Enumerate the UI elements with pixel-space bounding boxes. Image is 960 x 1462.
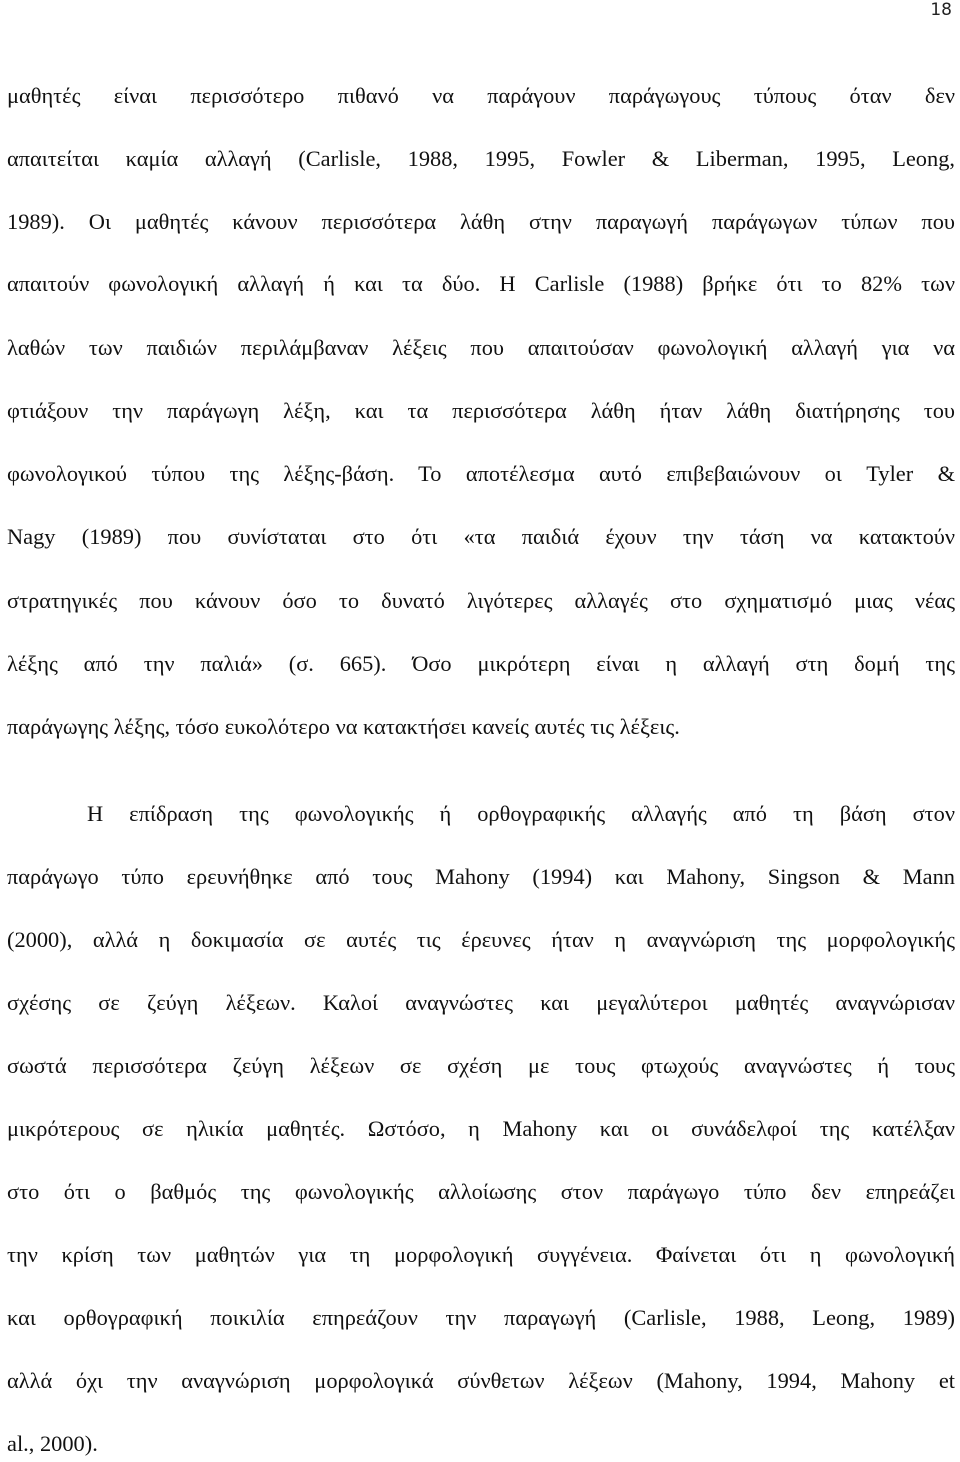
text-line: στρατηγικές που κάνουν όσο το δυνατό λιγότερες αλλαγές στο σχηματισμό μιας νέας	[7, 588, 955, 613]
text-line: παράγωγης λέξης, τόσο ευκολότερο να κατακτήσει κανείς αυτές τις λέξεις.	[7, 714, 680, 739]
text-line: (2000), αλλά η δοκιμασία σε αυτές τις έρευνες ήταν η αναγνώριση της μορφολογικής	[7, 927, 955, 952]
text-line: αλλά όχι την αναγνώριση μορφολογικά σύνθετων λέξεων (Mahony, 1994, Mahony et	[7, 1368, 955, 1393]
text-line: την κρίση των μαθητών για τη μορφολογική συγγένεια. Φαίνεται ότι η φωνολογική	[7, 1242, 955, 1267]
text-line: Nagy (1989) που συνίσταται στο ότι «τα παιδιά έχουν την τάση να κατακτούν	[7, 524, 955, 549]
text-line: 1989). Οι μαθητές κάνουν περισσότερα λάθη στην παραγωγή παράγωγων τύπων που	[7, 209, 955, 234]
text-line: μαθητές είναι περισσότερο πιθανό να παράγουν παράγωγους τύπους όταν δεν	[7, 83, 955, 108]
text-line: και ορθογραφική ποικιλία επηρεάζουν την παραγωγή (Carlisle, 1988, Leong, 1989)	[7, 1305, 955, 1330]
text-line: λαθών των παιδιών περιλάμβαναν λέξεις που απαιτούσαν φωνολογική αλλαγή για να	[7, 335, 955, 360]
text-line: λέξης από την παλιά» (σ. 665). Όσο μικρότερη είναι η αλλαγή στη δομή της	[7, 651, 955, 676]
text-line: απαιτούν φωνολογική αλλαγή ή και τα δύο. Η Carlisle (1988) βρήκε ότι το 82% των	[7, 271, 955, 296]
text-line: φτιάξουν την παράγωγη λέξη, και τα περισσότερα λάθη ήταν λάθη διατήρησης του	[7, 398, 955, 423]
text-line: Η επίδραση της φωνολογικής ή ορθογραφικής αλλαγής από τη βάση στον	[87, 801, 955, 826]
text-line: απαιτείται καμία αλλαγή (Carlisle, 1988, 1995, Fowler & Liberman, 1995, Leong,	[7, 146, 955, 171]
text-line: παράγωγο τύπο ερευνήθηκε από τους Mahony (1994) και Mahony, Singson & Mann	[7, 864, 955, 889]
text-line: σχέσης σε ζεύγη λέξεων. Καλοί αναγνώστες και μεγαλύτεροι μαθητές αναγνώρισαν	[7, 990, 955, 1015]
text-line: φωνολογικού τύπου της λέξης-βάση. Το αποτέλεσμα αυτό επιβεβαιώνουν οι Tyler &	[7, 461, 955, 486]
text-line: στο ότι ο βαθμός της φωνολογικής αλλοίωσης στον παράγωγο τύπο δεν επηρεάζει	[7, 1179, 955, 1204]
text-line: μικρότερους σε ηλικία μαθητές. Ωστόσο, η Mahony και οι συνάδελφοί της κατέλξαν	[7, 1116, 955, 1141]
text-line: al., 2000).	[7, 1431, 98, 1456]
text-line: σωστά περισσότερα ζεύγη λέξεων σε σχέση με τους φτωχούς αναγνώστες ή τους	[7, 1053, 955, 1078]
page-number: 18	[930, 0, 952, 20]
